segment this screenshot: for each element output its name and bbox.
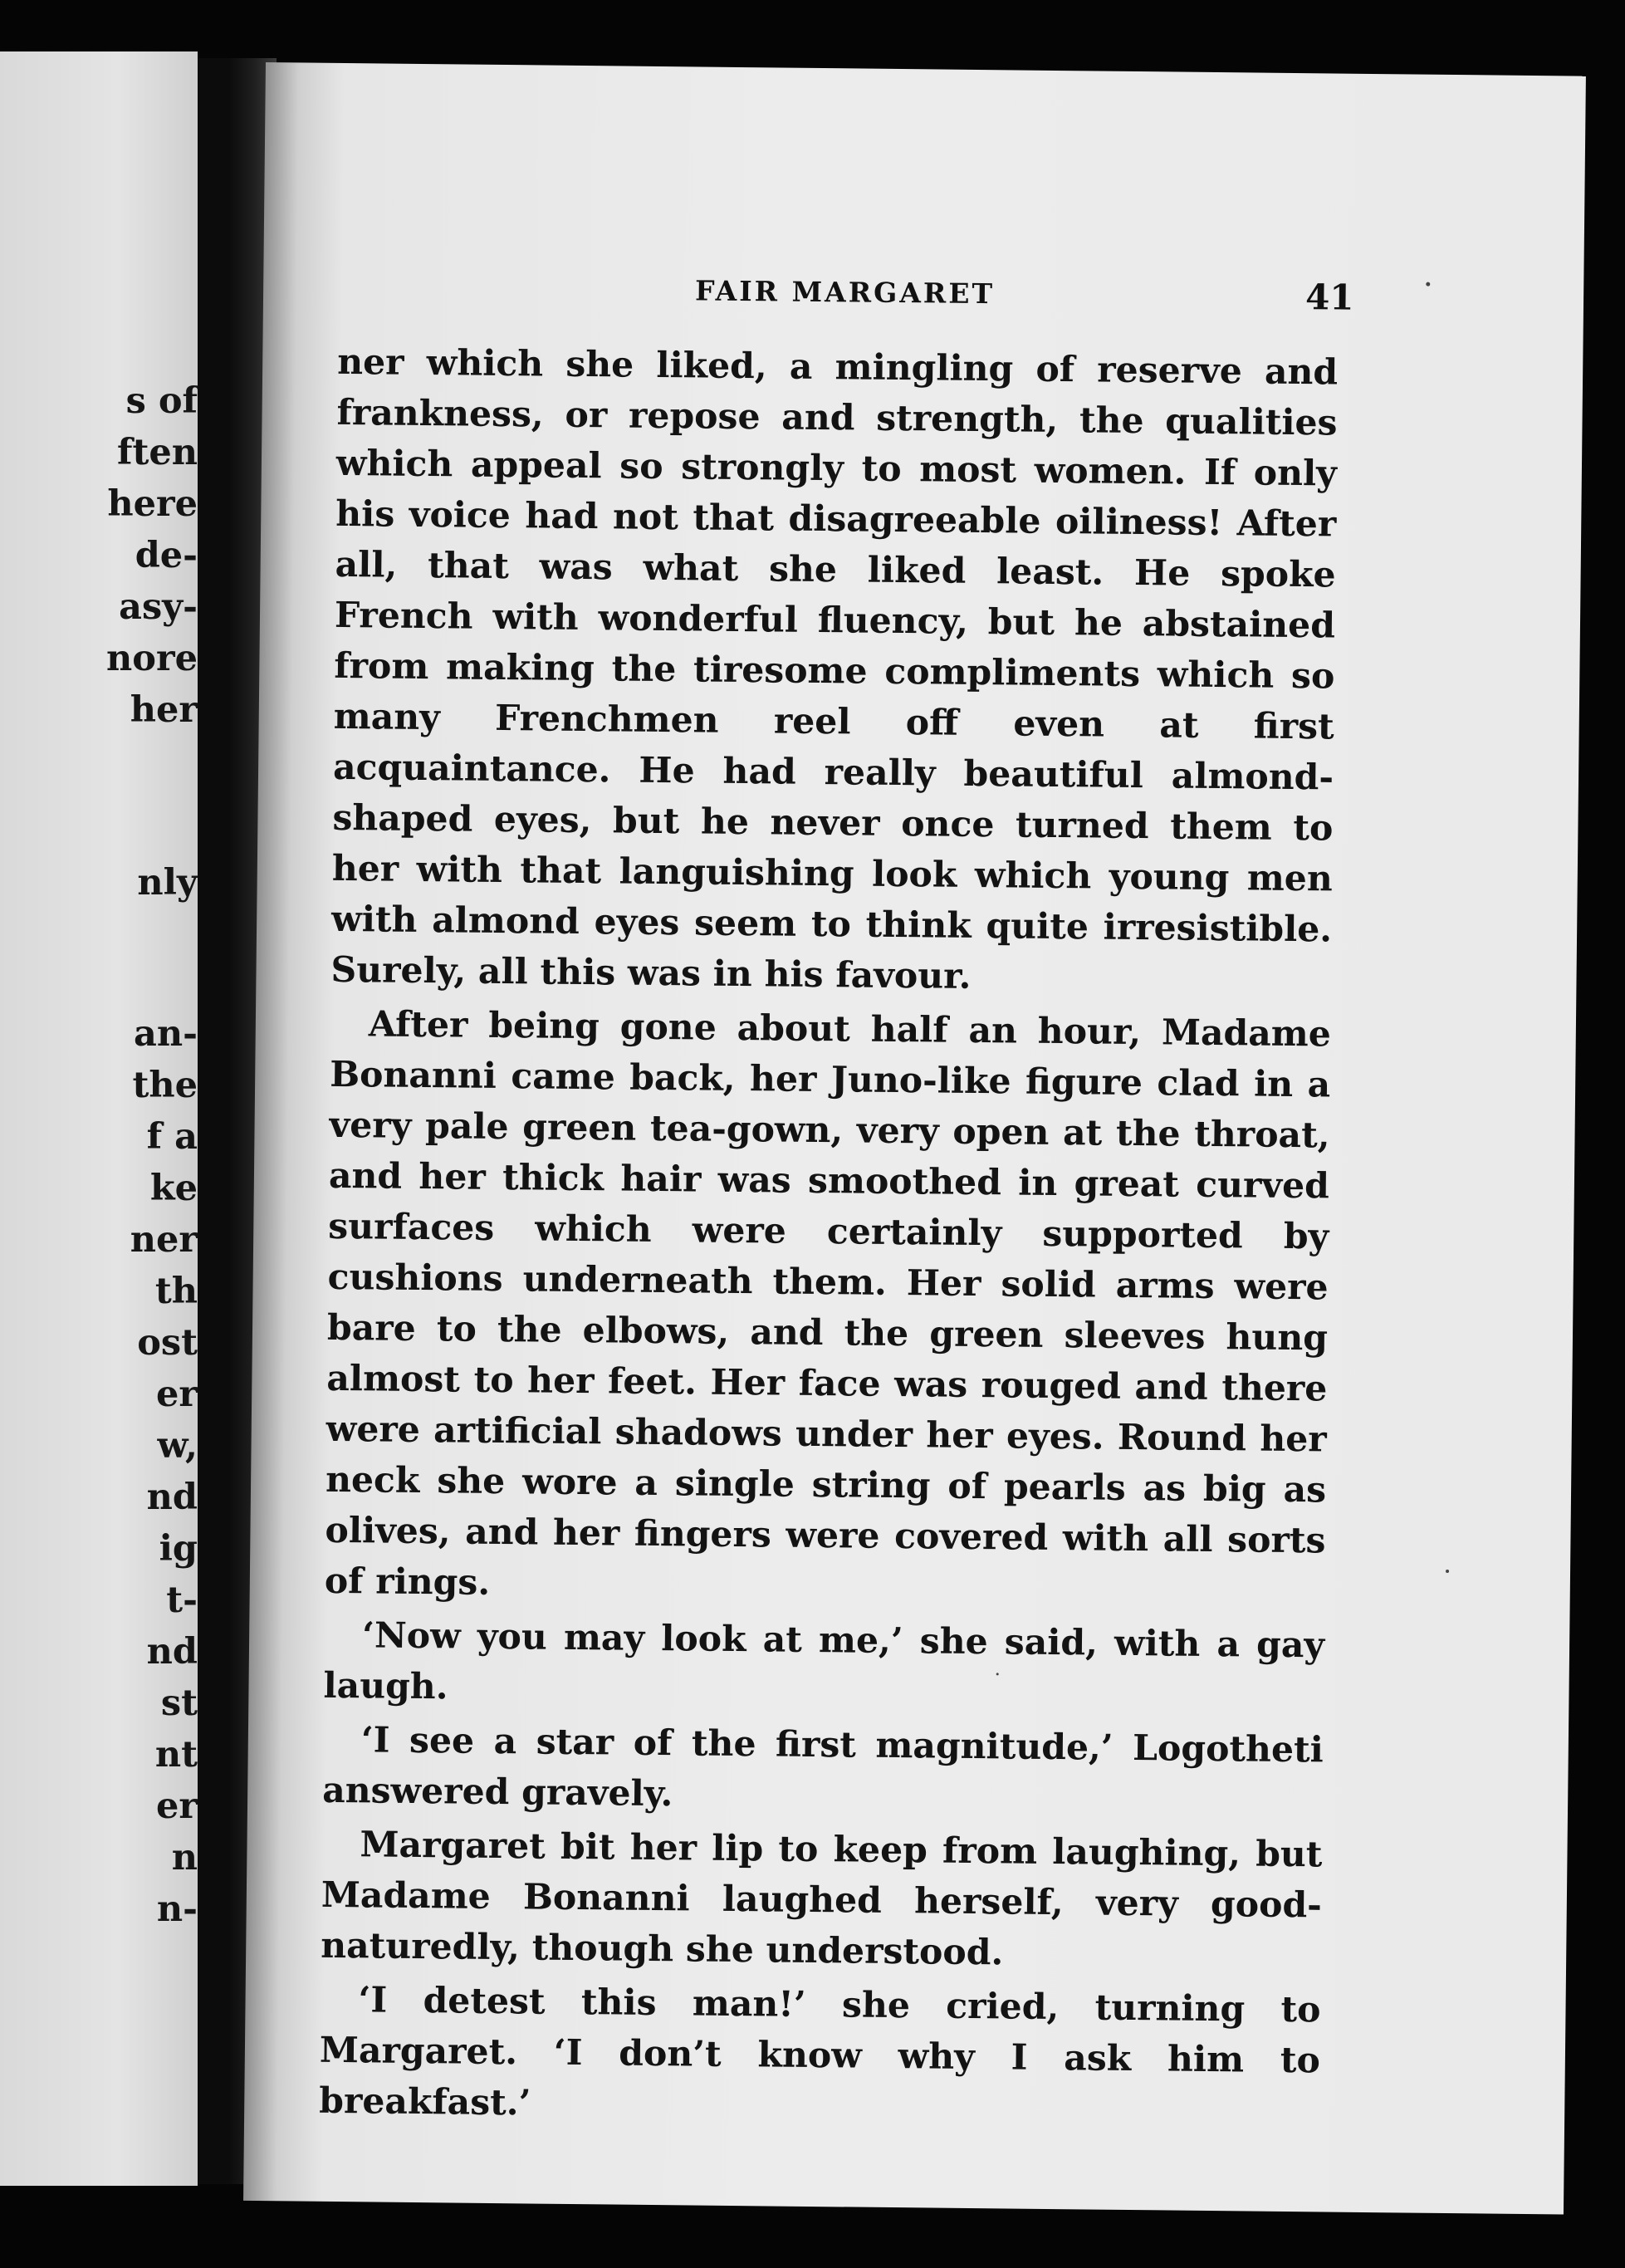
facing-page-line-fragment: s of bbox=[125, 380, 198, 422]
facing-page-line-fragment: ig bbox=[159, 1528, 198, 1570]
paragraph: ‘I detest this man!’ she cried, turning to Margaret. ‘I don’t know why I ask him to breakfast.’ bbox=[319, 1979, 1321, 2124]
facing-page-line-fragment: an- bbox=[134, 1013, 198, 1055]
paragraph: After being gone about half an hour, Madame Bonanni came back, her Juno-like figure clad in a very pale green tea-gown, very open at the throat, and her thick hair was smoothed in great curved surfaces which were certainly supported by cushions underneath them. Her solid arms were bare to the elbows, and the green sleeves hung almost to her feet. Her face was rouged and there were artificial shadows under her eyes. Round her neck she wore a single string of pearls as big as olives, and her fingers were covered with all sorts of rings. bbox=[324, 1003, 1332, 1604]
facing-page-line-fragment: nly bbox=[137, 862, 198, 904]
paragraph: ‘I see a star of the first magnitude,’ Logotheti answered gravely. bbox=[321, 1719, 1324, 1815]
book-page bbox=[243, 62, 1586, 2215]
facing-page-line-fragment: nd bbox=[146, 1477, 198, 1518]
facing-page-line-fragment: ner bbox=[130, 1219, 198, 1261]
facing-page-line-fragment: t- bbox=[166, 1580, 198, 1621]
facing-page-line-fragment: nd bbox=[146, 1631, 198, 1673]
facing-page-line-fragment: st bbox=[160, 1683, 198, 1724]
facing-page-line-fragment: nt bbox=[154, 1734, 198, 1776]
facing-page bbox=[0, 51, 198, 2186]
facing-page-line-fragment: nore bbox=[106, 638, 198, 679]
dust-speck bbox=[996, 1673, 999, 1675]
facing-page-line-fragment: ke bbox=[149, 1168, 198, 1209]
facing-page-line-fragment: the bbox=[132, 1065, 198, 1106]
running-head: FAIR MARGARET bbox=[694, 274, 996, 311]
facing-page-line-fragment: w, bbox=[157, 1425, 198, 1467]
facing-page-line-fragment: f a bbox=[146, 1116, 198, 1158]
paragraph: Margaret bit her lip to keep from laughing, but Madame Bonanni laughed herself, very good-naturedly, though she understood. bbox=[320, 1824, 1323, 1974]
facing-page-line-fragment: asy- bbox=[119, 586, 198, 628]
facing-page-line-fragment: here bbox=[107, 483, 198, 525]
facing-page-line-fragment: de- bbox=[135, 535, 198, 576]
facing-page-line-fragment: er bbox=[155, 1785, 198, 1827]
page-number: 41 bbox=[1304, 277, 1354, 318]
facing-page-line-fragment: er bbox=[155, 1374, 198, 1415]
facing-page-line-fragment: n bbox=[171, 1837, 198, 1879]
facing-page-line-fragment: th bbox=[154, 1271, 198, 1312]
paragraph: ner which she liked, a mingling of reserve and frankness, or repose and strength, the qualities which appeal so strongly to most women. If only his voice had not that disagreeable oiliness! After all, that was what she liked least. He spoke French with wonderful fluency, but he abstained from making the tiresome compliments which so many Frenchmen reel off even at first acquaintance. He had really beautiful almond-shaped eyes, but he never once turned them to her with that languishing look which young men with almond eyes seem to think quite irresistible. Surely, all this was in his favour. bbox=[330, 340, 1339, 997]
facing-page-line-fragment: n- bbox=[156, 1888, 198, 1930]
paragraph: ‘Now you may look at me,’ she said, with a gay laugh. bbox=[323, 1614, 1325, 1708]
facing-page-line-fragment: ften bbox=[117, 432, 198, 473]
facing-page-line-fragment: ost bbox=[137, 1322, 198, 1364]
facing-page-line-fragment: her bbox=[130, 689, 198, 731]
body-text bbox=[319, 337, 1339, 2138]
dust-speck bbox=[1446, 1570, 1449, 1573]
dust-speck bbox=[1426, 282, 1430, 287]
